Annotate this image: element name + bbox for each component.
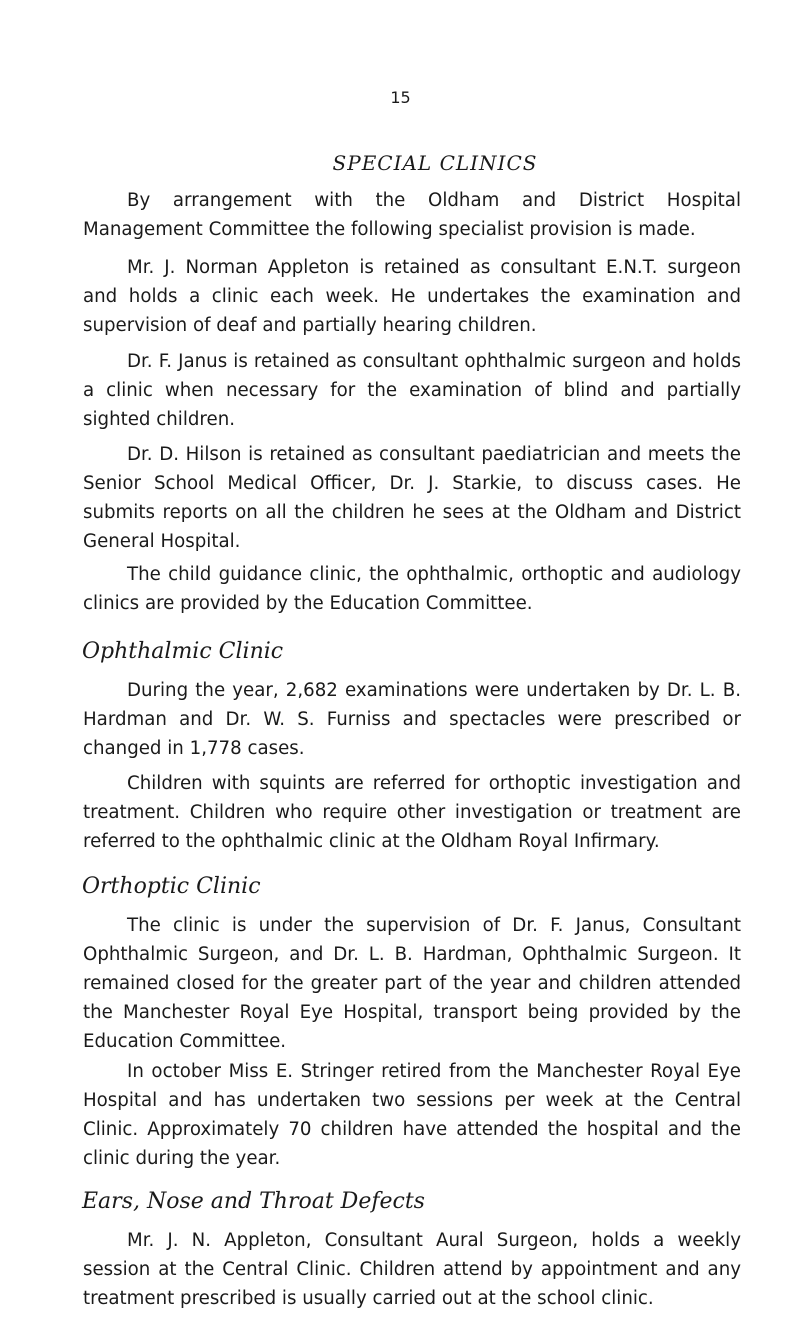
section-paragraph: Mr. J. N. Appleton, Consultant Aural Surgeon, holds a weekly session at the Central Clinic. Children attend by appointment and any treatment prescribed is usually carried out at the school clinic.	[83, 1230, 741, 1310]
section-heading-ophthalmic: Ophthalmic Clinic	[82, 638, 284, 664]
intro-paragraph: Dr. D. Hilson is retained as consultant paediatrician and meets the Senior School Medical Officer, Dr. J. Starkie, to discuss cases. He submits reports on all the children he sees at the Oldham and District General Hospital.	[83, 443, 741, 552]
section-paragraph: During the year, 2,682 examinations were undertaken by Dr. L. B. Hardman and Dr. W. S. Furniss and spectacles were prescribed or changed in 1,778 cases.	[83, 679, 741, 759]
section-heading-orthoptic: Orthoptic Clinic	[82, 874, 261, 900]
intro-paragraph: By arrangement with the Oldham and District Hospital Management Committee the following specialist provision is made.	[83, 190, 741, 240]
intro-paragraph: Dr. F. Janus is retained as consultant ophthalmic surgeon and holds a clinic when necessary for the examination of blind and partially sighted children.	[83, 350, 741, 430]
section-paragraph: Children with squints are referred for orthoptic investigation and treatment. Children who require other investigation or treatment are referred to the ophthalmic clinic at the Oldham Royal Infirmary.	[83, 773, 741, 853]
page-number: 15	[390, 88, 411, 107]
intro-paragraph: Mr. J. Norman Appleton is retained as consultant E.N.T. surgeon and holds a clinic each week. He undertakes the examination and supervision of deaf and partially hearing children.	[83, 257, 741, 337]
section-paragraph: The clinic is under the supervision of Dr. F. Janus, Consultant Ophthalmic Surgeon, and Dr. L. B. Hardman, Ophthalmic Surgeon. It remained closed for the greater part of the year and children attended the Manchester Royal Eye Hospital, transport being provided by the Education Committee.	[83, 915, 741, 1053]
section-paragraph: In october Miss E. Stringer retired from the Manchester Royal Eye Hospital and has undertaken two sessions per week at the Central Clinic. Approximately 70 children have attended the hospital and the clinic during the year.	[83, 1061, 741, 1170]
page-title: SPECIAL CLINICS	[332, 151, 538, 175]
intro-paragraph: The child guidance clinic, the ophthalmic, orthoptic and audiology clinics are provided by the Education Committee.	[83, 563, 741, 614]
section-heading-ent: Ears, Nose and Throat Defects	[82, 1189, 425, 1215]
